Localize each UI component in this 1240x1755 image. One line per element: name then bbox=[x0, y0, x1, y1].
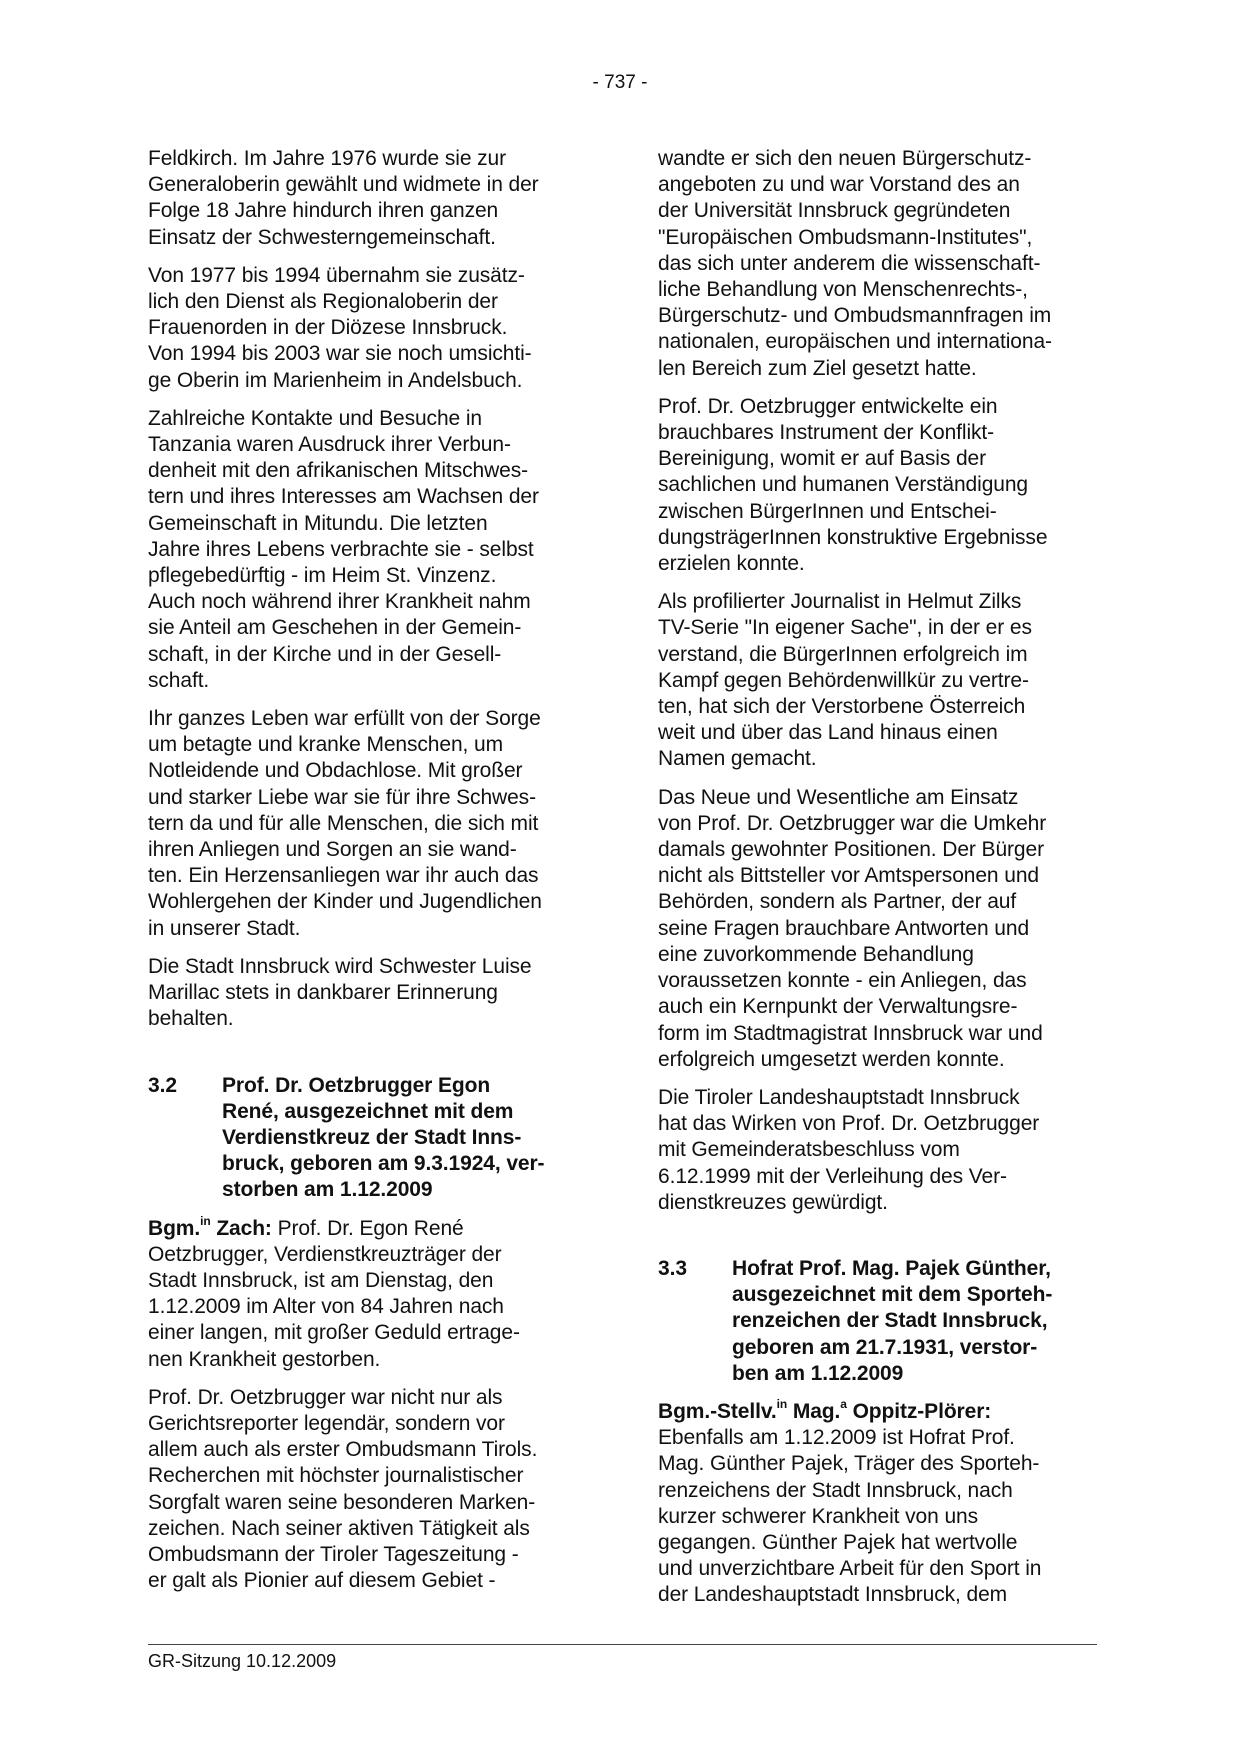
section-title: Hofrat Prof. Mag. Pajek Günther, ausgezeichnet mit dem Sporteh- renzeichen der Stadt Innsbruck, geboren am 21.7.1931, verstor- ben am 1.12.2009 bbox=[732, 1256, 1053, 1385]
paragraph: Ihr ganzes Leben war erfüllt von der Sorge um betagte und kranke Menschen, um Notleidende und Obdachlose. Mit großer und starker Liebe war sie für ihre Schwes- tern da und für alle Menschen, die sich mit ihren Anliegen und Sorgen an sie wand- ten. Ein Herzensanliegen war ihr auch das Wohlergehen der Kinder und Jugendlichen in unserer Stadt. bbox=[148, 707, 542, 940]
right-column bbox=[658, 146, 1103, 1621]
page-number: - 737 - bbox=[592, 72, 648, 93]
paragraph: Als profilierter Journalist in Helmut Zilks TV-Serie "In eigener Sache", in der er es verstand, die BürgerInnen erfolgreich im Kampf gegen Behördenwillkür zu vertre- ten, hat sich der Verstorbene Österreich weit und über das Land hinaus einen Namen gemacht. bbox=[658, 590, 1032, 771]
paragraph: Von 1977 bis 1994 übernahm sie zusätz- lich den Dienst als Regionaloberin der Frauenorden in der Diözese Innsbruck. Von 1994 bis 2003 war sie noch umsichti- ge Oberin im Marienheim in Andelsbuch. bbox=[148, 263, 532, 392]
section-title: Prof. Dr. Oetzbrugger Egon René, ausgezeichnet mit dem Verdienstkreuz der Stadt Inns- bruck, geboren am 9.3.1924, ver- storben am 1.12.2009 bbox=[222, 1073, 545, 1202]
paragraph: Die Tiroler Landeshauptstadt Innsbruck hat das Wirken von Prof. Dr. Oetzbrugger mit Gemeinderatsbeschluss vom 6.12.1999 mit der Verleihung des Ver- dienstkreuzes gewürdigt. bbox=[658, 1085, 1040, 1214]
speaker-label: Bgm.$^{in}$ Zach: bbox=[148, 1213, 272, 1240]
paragraph: Prof. Dr. Oetzbrugger entwickelte ein brauchbares Instrument der Konflikt- Bereinigung, womit er auf Basis der sachlichen und humanen Verständigung zwischen BürgerInnen und Entschei- dungsträgerInnen konstruktive Ergebnisse erzielen konnte. bbox=[658, 394, 1048, 576]
speech-text: Ebenfalls am 1.12.2009 ist Hofrat Prof. Mag. Günther Pajek, Träger des Sporteh- renzeichens der Stadt Innsbruck, nach kurzer schwerer Krankheit von uns gegangen. Günther Pajek hat wertvolle und unverzichtbare Arbeit für den Sport in der Landeshauptstadt Innsbruck, dem bbox=[658, 1426, 1042, 1607]
left-column bbox=[148, 146, 593, 1606]
speech-text: Prof. Dr. Egon René Oetzbrugger, Verdienstkreuzträger der Stadt Innsbruck, ist am Dienstag, den 1.12.2009 im Alter von 84 Jahren nach einer langen, mit großer Geduld ertrage- nen Krankheit gestorben. bbox=[148, 1216, 520, 1371]
paragraph: Feldkirch. Im Jahre 1976 wurde sie zur Generaloberin gewählt und widmete in der Folge 18 Jahre hindurch ihren ganzen Einsatz der Schwesterngemeinschaft. bbox=[148, 147, 539, 249]
paragraph: Die Stadt Innsbruck wird Schwester Luise Marillac stets in dankbarer Erinnerung behalten. bbox=[148, 954, 532, 1031]
section-number: 3.2 bbox=[148, 1073, 177, 1097]
section-number: 3.3 bbox=[658, 1256, 687, 1280]
footer-text: GR-Sitzung 10.12.2009 bbox=[148, 1651, 337, 1671]
footer-divider bbox=[148, 1644, 1097, 1645]
paragraph: wandte er sich den neuen Bürgerschutz- angeboten zu und war Vorstand des an der Universität Innsbruck gegründeten "Europäischen Ombudsmann-Institutes", das sich unter anderem die wissenschaft- liche Behandlung von Menschenrechts-, Bürgerschutz- und Ombudsmannfragen im nationalen, europäischen und internationa- len Bereich zum Ziel gesetzt hatte. bbox=[658, 147, 1052, 380]
speaker-paragraph bbox=[148, 1213, 593, 1373]
section-heading-3-3 bbox=[658, 1256, 1103, 1387]
section-heading-3-2 bbox=[148, 1073, 593, 1204]
paragraph: Prof. Dr. Oetzbrugger war nicht nur als Gerichtsreporter legendär, sondern vor allem auch als erster Ombudsmann Tirols. Recherchen mit höchster journalistischer Sorgfalt waren seine besonderen Marken- zeichen. Nach seiner aktiven Tätigkeit als Ombudsmann der Tiroler Tageszeitung - er galt als Pionier auf diesem Gebiet - bbox=[148, 1385, 538, 1593]
paragraph: Das Neue und Wesentliche am Einsatz von Prof. Dr. Oetzbrugger war die Umkehr damals gewohnter Positionen. Der Bürger nicht als Bittsteller vor Amtspersonen und Behörden, sondern als Partner, der auf seine Fragen brauchbare Antworten und eine zuvorkommende Behandlung voraussetzen konnte - ein Anliegen, das auch ein Kernpunkt der Verwaltungsre- form im Stadtmagistrat Innsbruck war und erfolgreich umgesetzt werden konnte. bbox=[658, 785, 1047, 1071]
speaker-label: Bgm.-Stellv.$^{in}$ Mag.$^a$ Oppitz-Plörer: bbox=[658, 1396, 992, 1423]
paragraph: Zahlreiche Kontakte und Besuche in Tanzania waren Ausdruck ihrer Verbun- denheit mit den afrikanischen Mitschwes- tern und ihres Interesses am Wachsen der Gemeinschaft in Mitundu. Die letzten Jahre ihres Lebens verbrachte sie - selbst pflegebedürftig - im Heim St. Vinzenz. Auch noch während ihrer Krankheit nahm sie Anteil am Geschehen in der Gemein- schaft, in der Kirche und in der Gesell- schaft. bbox=[148, 406, 539, 692]
speaker-paragraph bbox=[658, 1396, 1103, 1609]
